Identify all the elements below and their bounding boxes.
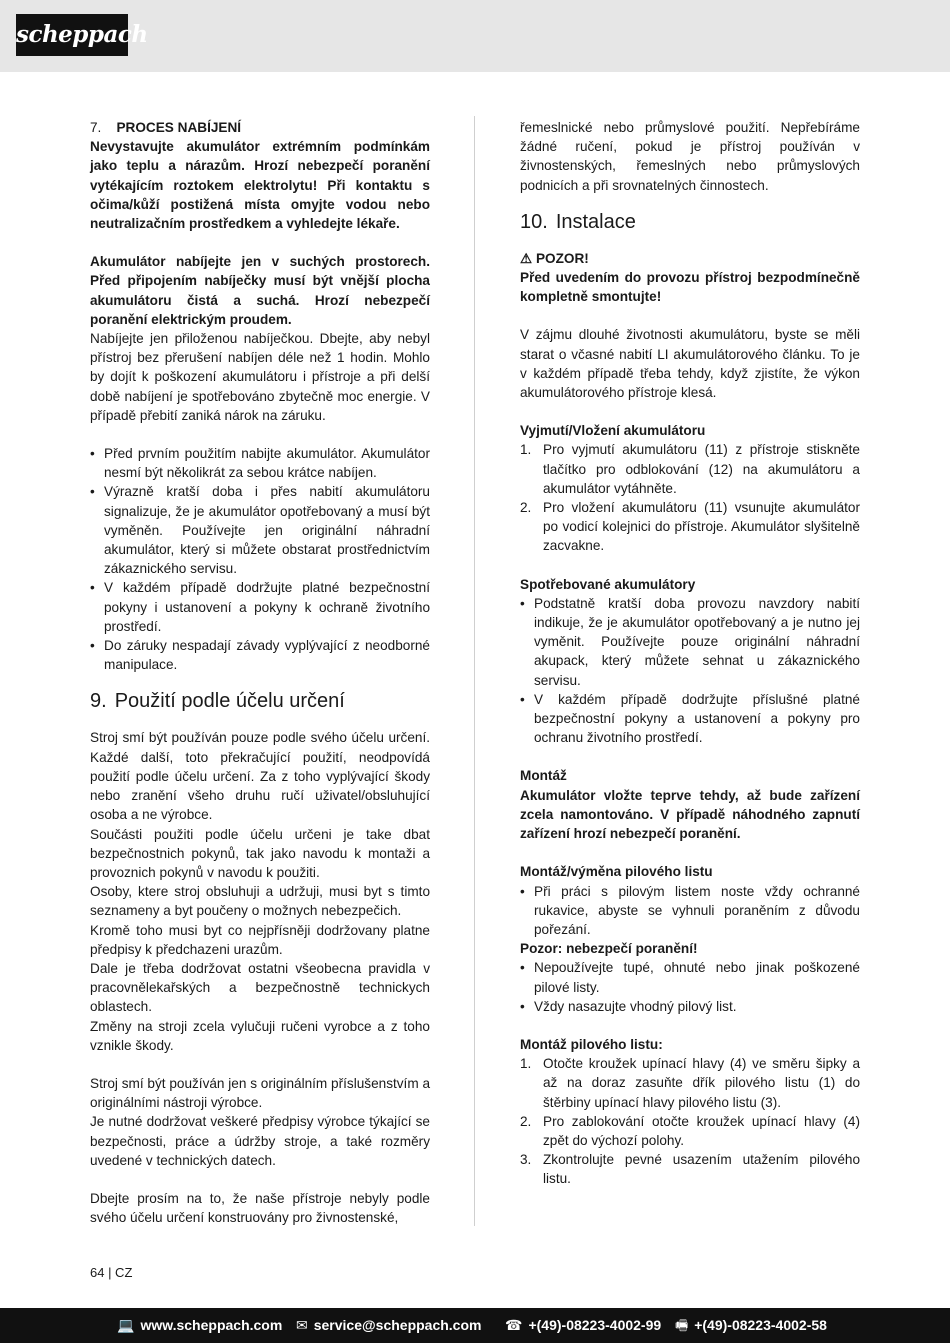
used-batteries-heading: Spotřebované akumulátory	[520, 576, 696, 592]
list-item: 1. Otočte kroužek upínací hlavy (4) ve směru šipky a až na doraz zasuňte dřík pilového listu (1) do štěrbiny upínací hlavy pilového listu (3).	[520, 1056, 860, 1110]
section-7-text: Nabíjejte jen přiloženou nabíječkou. Dbejte, aby nebyl přístroj bez přerušení nabíjen déle než 1 hodin. Mohlo by dojít k poškození akumulátoru i přístroje a při delší době nabíjení je spotřebováno zbytečně moc energie. V případě přebití zaniká nárok na záruku.	[90, 331, 430, 423]
used-batteries-list	[520, 594, 860, 748]
section-9-number: 9.	[90, 690, 107, 713]
section-10-title: Instalace	[555, 210, 636, 233]
list-item: • Vždy nasazujte vhodný pilový list.	[520, 998, 737, 1014]
section-7-number: 7.	[90, 120, 102, 135]
footer-website[interactable]: 💻 www.scheppach.com	[117, 1317, 283, 1333]
list-item: 2. Pro zablokování otočte kroužek upínací hlavy (4) zpět do výchozí polohy.	[520, 1113, 860, 1148]
section-9-paragraph: Je nutné dodržovat veškeré předpisy výrobce týkající se bezpečnosti, práce a údržby stroje, a také rozměry uvedené v technických datech.	[90, 1114, 430, 1168]
section-9-paragraph: Dale je třeba dodržovat ostatni všeobecna pravidla v pracovnělekařských a bezpečnostně technickych oblastech.	[90, 960, 430, 1015]
list-item: • Podstatně kratší doba provozu navzdory nabití indikuje, že je akumulátor opotřebovaný a je nutno jej vyměnit. Používejte pouze originální náhradní akupack, který můžete sehnat u zákaznického servisu.	[520, 595, 860, 688]
caution-label: ⚠ POZOR!	[520, 250, 589, 266]
section-9-paragraph: Stroj smí být používán jen s originálním příslušenstvím a originálními nástroji výrobce.	[90, 1075, 430, 1111]
mail-icon: ✉	[296, 1317, 308, 1333]
battery-life-text: V zájmu dlouhé životnosti akumulátoru, byste se měli starat o včasné nabití LI akumulátorového článku. To je v každém případě třeba tehdy, když zjistíte, že výkon akumulátorového přístroje klesá.	[520, 327, 860, 401]
blade-change-heading: Montáž/výměna pilového listu	[520, 864, 713, 880]
page-footer	[0, 1308, 950, 1343]
computer-icon: 💻	[117, 1317, 135, 1333]
footer-fax[interactable]: 🖷 +(49)-08223-4002-58	[675, 1317, 827, 1333]
assembly-heading: Montáž	[520, 768, 567, 784]
phone-icon: ☎	[505, 1317, 523, 1333]
warning-icon: ⚠	[520, 250, 533, 266]
section-9-paragraph: Změny na stroji zcela vylučuji ručeni vyrobce a z toho vznikle škody.	[90, 1018, 430, 1053]
list-item: • V každém případě dodržujte příslušné platné bezpečnostní pokyny a ustanovení a pokyny pro ochranu životního prostředí.	[520, 691, 860, 746]
list-item: • Výrazně kratší doba i přes nabití akumulátoru signalizuje, že je akumulátor opotřebovaný a musí být vyměněn. Používejte jen originální náhradní akumulátor, který si můžete obstarat prostřednictvím zákaznického servisu.	[90, 484, 430, 577]
blade-change-list	[520, 882, 860, 940]
list-item: • Do záruky nespadají závady vyplývající z neodborné manipulace.	[90, 638, 430, 673]
section-9-paragraph: Stroj smí být používán pouze podle svého účelu určení. Každé další, toto překračující použití, neodpovídá použití podle účelu určení. Za z toho vyplývající škody nebo zranění všeho druhu ručí uživatel/obsluhující osoba a ne výrobce.	[90, 730, 430, 823]
section-7-heading	[90, 118, 430, 137]
brand-logo: scheppach	[16, 14, 128, 56]
list-item: • V každém případě dodržujte platné bezpečnostní pokyny i ustanovení a pokyny k ochraně životního prostředí.	[90, 580, 430, 634]
continued-text: řemeslnické nebo průmyslové použití. Nepřebíráme žádné ručení, pokud je přístroj používán v živnostenských, řemeslných nebo průmyslových podnicích a při srovnatelných činnostech.	[520, 120, 860, 193]
blade-mount-steps	[520, 1054, 860, 1188]
list-item: 2. Pro vložení akumulátoru (11) vsunujte akumulátor po vodicí kolejnici do přístroje. Akumulátor slyšitelně zacvakne.	[520, 500, 860, 554]
assembly-warning: Akumulátor vložte teprve tehdy, až bude zařízení zcela namontováno. V případě náhodného zapnutí zařízení hrozí nebezpečí poranění.	[520, 787, 860, 842]
section-9-paragraph: Dbejte prosím na to, že naše přístroje nebyly podle svého účelu určení konstruovány pro živnostenské,	[90, 1190, 430, 1226]
section-7-bullet-list	[90, 444, 430, 674]
injury-warning-list	[520, 958, 860, 1016]
footer-email[interactable]: ✉ service@scheppach.com	[296, 1317, 482, 1333]
column-divider	[474, 116, 475, 1226]
section-10-heading	[520, 209, 860, 235]
blade-mount-heading: Montáž pilového listu:	[520, 1036, 663, 1052]
caution-text: Před uvedením do provozu přístroj bezpodmínečně kompletně smontujte!	[520, 270, 860, 305]
section-9-paragraph: Součásti použiti podle účelu určeni je take dbat bezpečnostnich pokynů, tak jako navodu k montaži a provoznich pokynů v navodu k použiti.	[90, 826, 430, 880]
left-column	[90, 118, 430, 1227]
section-10-number: 10.	[520, 210, 548, 233]
list-item: • Při práci s pilovým listem noste vždy ochranné rukavice, abyste se vyhnuli poraněním z důvodu pořezání.	[520, 883, 860, 937]
list-item: • Před prvním použitím nabijte akumulátor. Akumulátor nesmí být několikrát za sebou krátce nabíjen.	[90, 446, 430, 481]
section-9-paragraph: Osoby, ktere stroj obsluhuji a udržuji, musi byt s timto seznameny a byt poučeny o možnych nebezpečich.	[90, 884, 430, 919]
section-9-paragraph: Kromě toho musi byt co nejpřísněji dodržovany platne předpisy k předchazeni urazům.	[90, 922, 430, 957]
section-9-title: Použití podle účelu určení	[114, 690, 345, 713]
page-header	[0, 0, 950, 72]
injury-warning: Pozor: nebezpečí poranění!	[520, 941, 698, 957]
section-7-title: PROCES NABÍJENÍ	[116, 120, 242, 135]
list-item: • Nepoužívejte tupé, ohnuté nebo jinak poškozené pilové listy.	[520, 960, 860, 995]
list-item: 1. Pro vyjmutí akumulátoru (11) z přístroje stiskněte tlačítko pro odblokování (12) na akumulátoru a akumulátor vytáhněte.	[520, 442, 860, 496]
footer-phone[interactable]: ☎ +(49)-08223-4002-99	[505, 1317, 662, 1333]
section-9-heading	[90, 688, 430, 714]
right-column	[520, 118, 860, 1189]
page-number: 64 | CZ	[90, 1265, 133, 1280]
list-item: 3. Zkontrolujte pevné usazením utažením pilového listu.	[520, 1152, 860, 1187]
remove-insert-heading: Vyjmutí/Vložení akumulátoru	[520, 423, 706, 439]
fax-icon: 🖷	[675, 1317, 689, 1333]
section-7-warning: Nevystavujte akumulátor extrémním podmínkám jako teplu a nárazům. Hrozí nebezpečí poranění vytékajícím roztokem elektrolytu! Při kontaktu s očima/kůží postižená místa omyjte vodou nebo neutralizačním prostředkem a vyhledejte lékaře.	[90, 139, 430, 232]
remove-insert-steps	[520, 440, 860, 555]
section-7-charge-warning: Akumulátor nabíjejte jen v suchých prostorech. Před připojením nabíječky musí být vnější plocha akumulátoru čistá a suchá. Hrozí nebezpečí poranění elektrickým proudem.	[90, 254, 430, 327]
